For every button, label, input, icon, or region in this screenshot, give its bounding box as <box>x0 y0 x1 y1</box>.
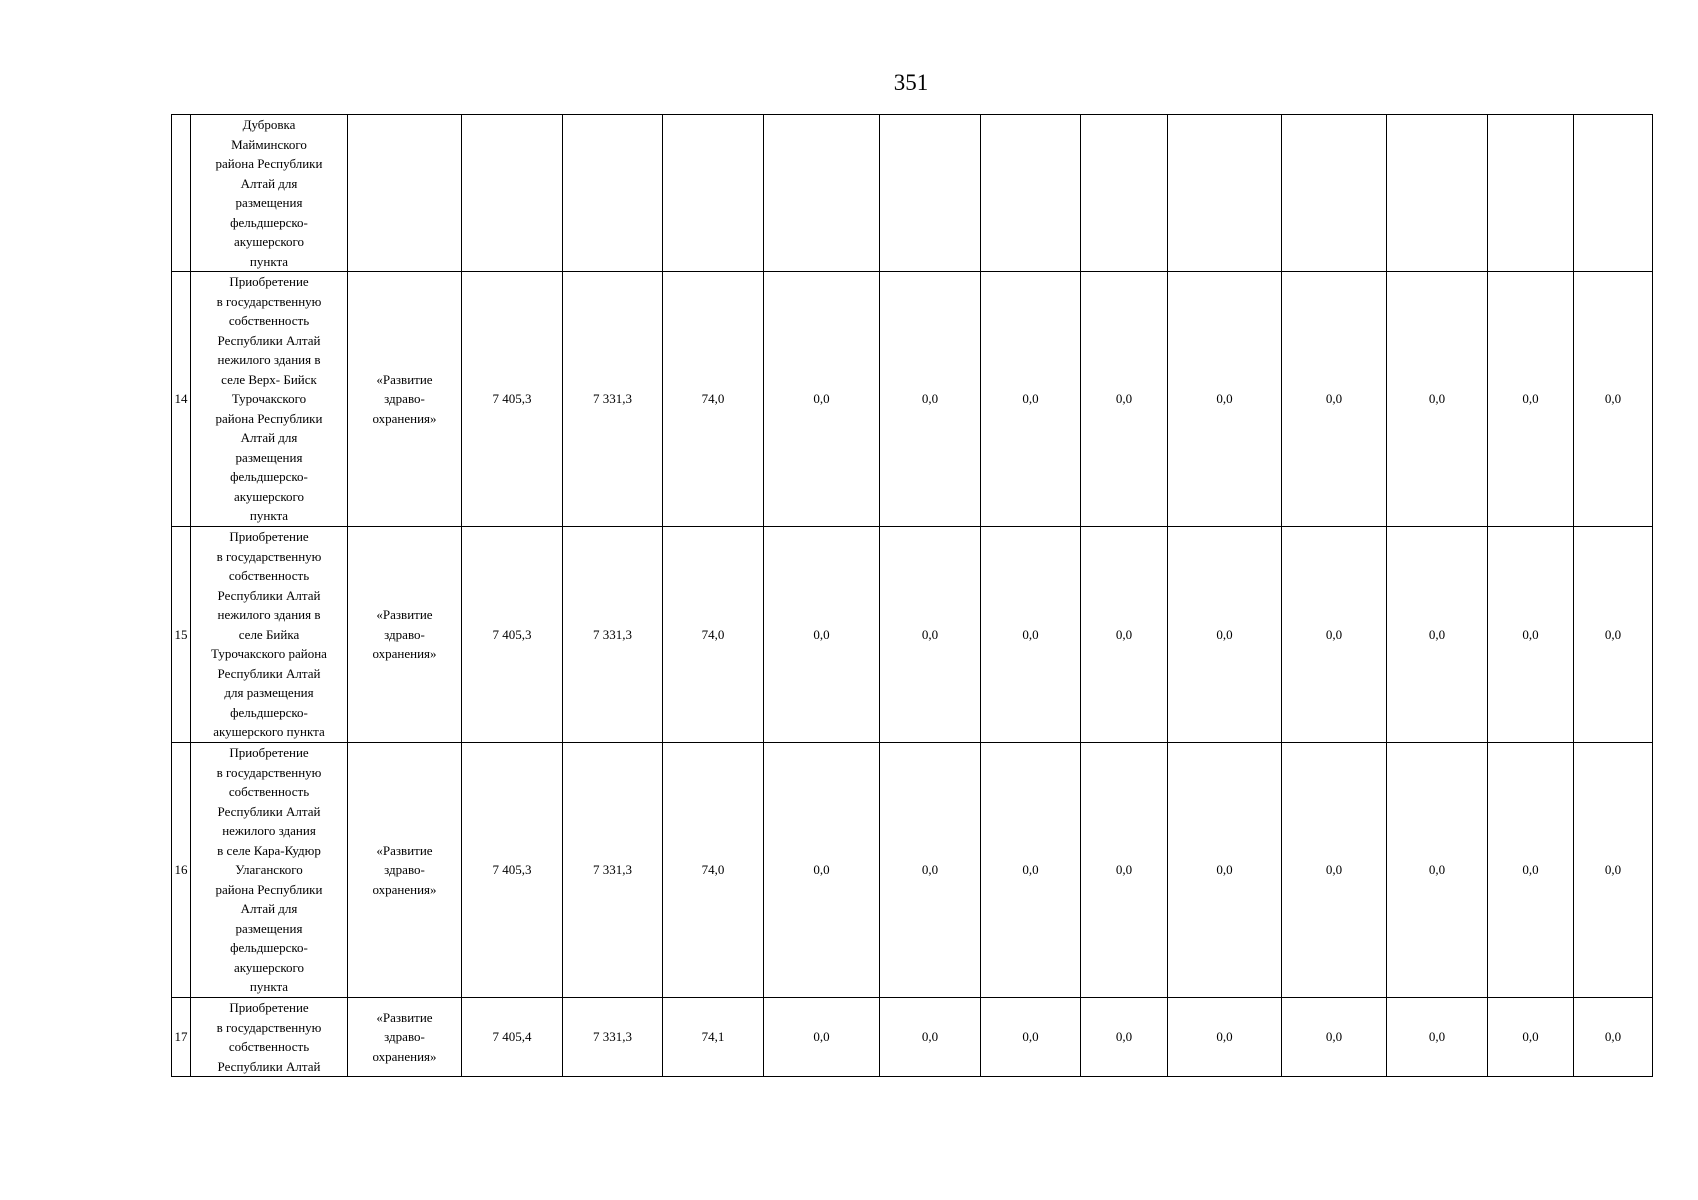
description-line: Приобретение <box>229 529 309 545</box>
program-line: «Развитие <box>376 371 433 387</box>
value-cell <box>1488 115 1574 272</box>
description-line: в государственную <box>216 548 322 564</box>
value-cell <box>880 115 981 272</box>
value-cell: 0,0 <box>981 743 1081 998</box>
program-line: охранения» <box>372 881 437 897</box>
description-line: в селе Кара-Кудюр <box>217 842 321 858</box>
description-line: размещения <box>235 449 303 465</box>
value-cell: 0,0 <box>1282 272 1387 527</box>
description-cell <box>191 743 348 998</box>
row-number-cell: 17 <box>172 998 191 1077</box>
description-line: Алтай для <box>240 175 298 191</box>
description-line: собственность <box>228 313 310 329</box>
description-line: размещения <box>235 920 303 936</box>
description-line: фельдшерско- <box>230 214 308 230</box>
description-line: Республики Алтай <box>217 332 321 348</box>
value-cell: 7 331,3 <box>563 527 663 743</box>
description-line: собственность <box>228 568 310 584</box>
value-cell: 0,0 <box>981 272 1081 527</box>
value-cell: 7 405,4 <box>462 998 563 1077</box>
description-line: в государственную <box>216 1019 322 1035</box>
description-line: Республики Алтай <box>217 587 321 603</box>
description-line: нежилого здания в <box>217 352 321 368</box>
program-line: охранения» <box>372 410 437 426</box>
row-number-cell: 14 <box>172 272 191 527</box>
description-line: Республики Алтай <box>217 1058 321 1074</box>
description-line: Республики Алтай <box>217 803 321 819</box>
description-line: акушерского <box>233 488 305 504</box>
value-cell <box>563 115 663 272</box>
program-line: охранения» <box>372 646 437 662</box>
value-cell: 0,0 <box>1488 272 1574 527</box>
value-cell: 7 405,3 <box>462 527 563 743</box>
table-row <box>172 998 1653 1077</box>
program-cell <box>348 527 462 743</box>
value-cell: 0,0 <box>1081 272 1168 527</box>
description-line: Алтай для <box>240 430 298 446</box>
value-cell: 0,0 <box>764 272 880 527</box>
value-cell: 0,0 <box>981 527 1081 743</box>
program-line: «Развитие <box>376 607 433 623</box>
description-line: акушерского <box>233 959 305 975</box>
value-cell <box>462 115 563 272</box>
value-cell <box>1081 115 1168 272</box>
value-cell: 0,0 <box>880 272 981 527</box>
description-line: пункта <box>249 508 289 524</box>
table-row <box>172 743 1653 998</box>
value-cell: 0,0 <box>764 998 880 1077</box>
value-cell: 0,0 <box>1387 743 1488 998</box>
value-cell: 0,0 <box>1081 743 1168 998</box>
description-line: в государственную <box>216 293 322 309</box>
value-cell: 0,0 <box>981 998 1081 1077</box>
program-line: охранения» <box>372 1048 437 1064</box>
value-cell: 0,0 <box>1488 743 1574 998</box>
value-cell: 7 331,3 <box>563 272 663 527</box>
value-cell: 0,0 <box>1168 998 1282 1077</box>
program-line: «Развитие <box>376 1009 433 1025</box>
value-cell <box>1574 115 1653 272</box>
description-line: Приобретение <box>229 1000 309 1015</box>
value-cell <box>1387 115 1488 272</box>
description-line: размещения <box>235 195 303 210</box>
description-line: Приобретение <box>229 745 309 761</box>
table-row <box>172 115 1653 272</box>
value-cell: 7 331,3 <box>563 998 663 1077</box>
value-cell: 74,0 <box>663 527 764 743</box>
description-line: пункта <box>249 253 289 269</box>
value-cell <box>981 115 1081 272</box>
description-line: района Республики <box>215 410 323 426</box>
program-cell <box>348 743 462 998</box>
row-number-cell <box>172 115 191 272</box>
description-line: для размещения <box>224 685 314 701</box>
description-cell <box>191 115 348 272</box>
description-line: акушерского <box>233 234 305 249</box>
value-cell: 0,0 <box>764 527 880 743</box>
description-line: Дубровка <box>242 117 296 132</box>
program-line: «Развитие <box>376 842 433 858</box>
description-line: района Республики <box>215 881 323 897</box>
value-cell: 0,0 <box>1168 743 1282 998</box>
page-number: 351 <box>893 70 929 95</box>
description-line: нежилого здания в <box>217 607 321 623</box>
description-line: Республики Алтай <box>217 665 321 681</box>
description-line: Турочакского <box>231 391 307 407</box>
value-cell: 0,0 <box>1168 272 1282 527</box>
table-row <box>172 272 1653 527</box>
value-cell <box>663 115 764 272</box>
value-cell: 0,0 <box>1387 998 1488 1077</box>
value-cell: 0,0 <box>1081 998 1168 1077</box>
description-line: Алтай для <box>240 901 298 917</box>
description-line: акушерского пункта <box>213 724 325 740</box>
program-cell <box>348 998 462 1077</box>
description-line: собственность <box>228 784 310 800</box>
description-line: района Республики <box>215 156 323 171</box>
description-cell <box>191 272 348 527</box>
value-cell: 0,0 <box>1488 527 1574 743</box>
description-line: в государственную <box>216 764 322 780</box>
program-line: здраво- <box>384 862 425 878</box>
value-cell: 74,0 <box>663 272 764 527</box>
budget-table <box>171 114 1653 1077</box>
program-cell <box>348 272 462 527</box>
description-cell <box>191 998 348 1077</box>
value-cell <box>1168 115 1282 272</box>
value-cell: 0,0 <box>1574 272 1653 527</box>
value-cell: 0,0 <box>1387 272 1488 527</box>
description-line: фельдшерско- <box>230 469 308 485</box>
description-line: селе Бийка <box>238 626 300 642</box>
value-cell: 0,0 <box>1168 527 1282 743</box>
value-cell: 0,0 <box>1282 998 1387 1077</box>
program-line: здраво- <box>384 1029 425 1045</box>
value-cell <box>764 115 880 272</box>
program-cell <box>348 115 462 272</box>
value-cell: 0,0 <box>764 743 880 998</box>
value-cell: 0,0 <box>880 743 981 998</box>
value-cell: 7 405,3 <box>462 272 563 527</box>
value-cell: 0,0 <box>1282 743 1387 998</box>
value-cell: 0,0 <box>1282 527 1387 743</box>
value-cell: 74,1 <box>663 998 764 1077</box>
row-number-cell: 15 <box>172 527 191 743</box>
description-line: фельдшерско- <box>230 940 308 956</box>
description-line: фельдшерско- <box>230 704 308 720</box>
value-cell: 0,0 <box>1081 527 1168 743</box>
value-cell: 0,0 <box>1574 743 1653 998</box>
value-cell: 0,0 <box>1574 998 1653 1077</box>
value-cell <box>1282 115 1387 272</box>
program-line: здраво- <box>384 626 425 642</box>
value-cell: 0,0 <box>1488 998 1574 1077</box>
value-cell: 0,0 <box>1574 527 1653 743</box>
value-cell: 0,0 <box>880 527 981 743</box>
description-line: Майминского <box>231 136 307 152</box>
description-cell <box>191 527 348 743</box>
description-line: пункта <box>249 979 289 995</box>
table-row <box>172 527 1653 743</box>
description-line: Турочакского района <box>211 646 327 662</box>
description-line: селе Верх- Бийск <box>221 371 317 387</box>
description-line: Улаганского <box>235 862 303 878</box>
value-cell: 0,0 <box>1387 527 1488 743</box>
description-line: Приобретение <box>229 274 309 290</box>
program-line: здраво- <box>384 391 425 407</box>
value-cell: 0,0 <box>880 998 981 1077</box>
value-cell: 74,0 <box>663 743 764 998</box>
value-cell: 7 331,3 <box>563 743 663 998</box>
value-cell: 7 405,3 <box>462 743 563 998</box>
row-number-cell: 16 <box>172 743 191 998</box>
description-line: собственность <box>228 1039 310 1054</box>
description-line: нежилого здания <box>222 823 316 839</box>
